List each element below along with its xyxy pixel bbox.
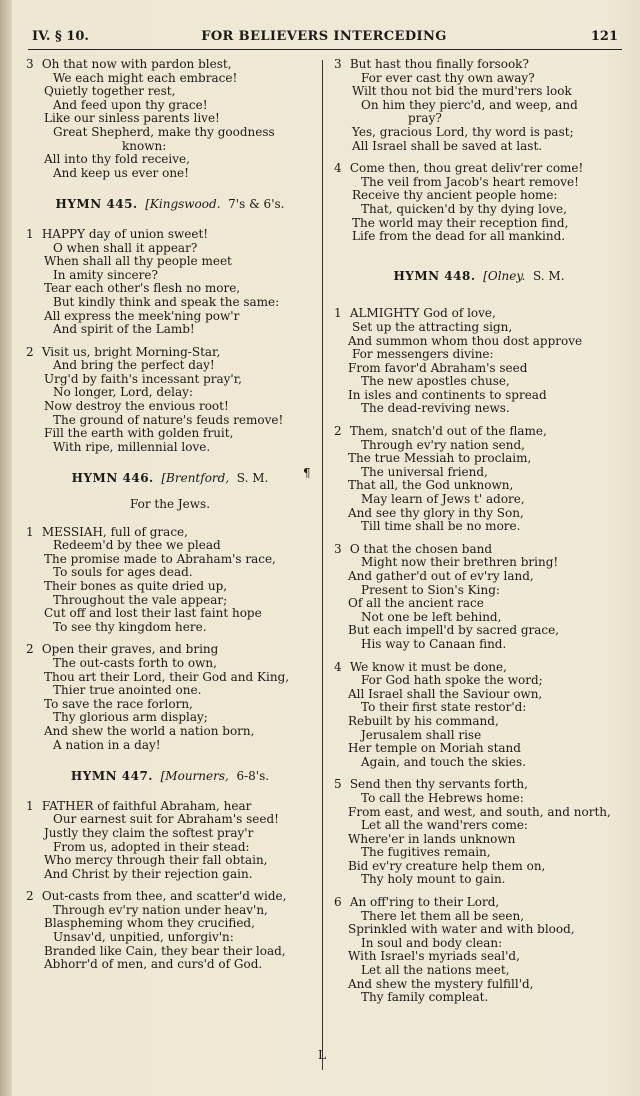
- hymn-446-title: [26, 472, 314, 486]
- verse-line: All Israel shall the Saviour own,: [348, 687, 543, 701]
- verse-line: Unsav'd, unpitied, unforgiv'n:: [53, 931, 234, 945]
- right-column: [334, 58, 624, 1005]
- verse-line: From us, adopted in their stead:: [53, 840, 250, 854]
- verse-line: To see thy kingdom here.: [53, 620, 207, 634]
- verse-line: And spirit of the Lamb!: [53, 323, 195, 337]
- verse-line: We each might each embrace!: [53, 71, 238, 85]
- verse-line: Our earnest suit for Abraham's seed!: [53, 813, 279, 827]
- verse-line: May learn of Jews t' adore,: [361, 493, 525, 507]
- verse-line: Her temple on Moriah stand: [348, 742, 521, 756]
- verse-line: Of all the ancient race: [348, 597, 484, 611]
- verse-line: All Israel shall be saved at last.: [352, 139, 543, 153]
- verse-3-hymn-444: [26, 58, 314, 180]
- hymn-448-verse-2: [334, 425, 624, 534]
- verse-line: Come then, thou great deliv'rer come!: [349, 162, 584, 176]
- verse-line: We know it must be done,: [349, 660, 507, 674]
- verse-line: From favor'd Abraham's seed: [348, 361, 528, 375]
- verse-line: Again, and touch the skies.: [361, 755, 526, 769]
- hymn-446-verse-2: [26, 643, 314, 752]
- verse-line: Let all the nations meet,: [361, 964, 510, 978]
- verse-line: In soul and body clean:: [361, 936, 503, 950]
- verse-line: For messengers divine:: [352, 348, 494, 362]
- verse-number: 1: [26, 799, 34, 813]
- hymn-number: HYMN 446.: [71, 471, 154, 486]
- hymn-448-verse-6: [334, 896, 624, 1005]
- section-marker: IV. § 10.: [32, 29, 89, 44]
- verse-line: For God hath spoke the word;: [361, 674, 543, 688]
- hymn-445-verse-1: [26, 228, 314, 337]
- page-spine-shadow: [0, 0, 12, 1096]
- verse-line: And shew the world a nation born,: [44, 724, 255, 738]
- verse-number: 4: [334, 660, 342, 674]
- verse-line: Throughout the vale appear;: [53, 593, 228, 607]
- verse-line: The promise made to Abraham's race,: [44, 552, 276, 566]
- verse-line: That all, the God unknown,: [348, 479, 514, 493]
- verse-line: The dead-reviving news.: [361, 402, 510, 416]
- verse-number: 2: [26, 643, 34, 657]
- verse-line: All express the meek'ning pow'r: [44, 309, 240, 323]
- meter: S. M.: [533, 268, 565, 283]
- verse-line: With ripe, millennial love.: [53, 440, 211, 454]
- tune-name: [Olney.: [483, 268, 526, 283]
- verse-line: Thy holy mount to gain.: [361, 873, 506, 887]
- verse-line: Now destroy the envious root!: [44, 400, 229, 414]
- verse-line: There let them all be seen,: [361, 909, 525, 923]
- verse-number: 1: [334, 307, 342, 321]
- verse-line: Them, snatch'd out of the flame,: [349, 425, 547, 439]
- verse-line: Abhorr'd of men, and curs'd of God.: [44, 958, 263, 972]
- verse-line: And Christ by their rejection gain.: [44, 867, 253, 881]
- hymn-447-verse-2: [26, 890, 314, 972]
- verse-line: An off'ring to their Lord,: [349, 896, 500, 910]
- verse-line: Yes, gracious Lord, thy word is past;: [352, 125, 574, 139]
- verse-number: 3: [26, 58, 34, 71]
- verse-line: In isles and continents to spread: [348, 388, 547, 402]
- verse-line: O when shall it appear?: [53, 241, 198, 255]
- verse-line: Open their graves, and bring: [41, 643, 219, 657]
- hymn-448-verse-1: [334, 307, 624, 416]
- verse-line: To their first state restor'd:: [361, 701, 527, 715]
- verse-number: 3: [334, 58, 342, 71]
- verse-line: No longer, Lord, delay:: [53, 386, 193, 400]
- verse-line: Might now their brethren bring!: [361, 556, 559, 570]
- verse-number: 3: [334, 542, 342, 556]
- verse-line: And bring the perfect day!: [53, 359, 215, 373]
- verse-line: To souls for ages dead.: [53, 566, 193, 580]
- verse-line: And gather'd out of ev'ry land,: [348, 570, 534, 583]
- hymn-446-verse-1: [26, 526, 314, 635]
- verse-line: Life from the dead for all mankind.: [352, 230, 566, 244]
- verse-number: 2: [26, 345, 34, 359]
- verse-line: To call the Hebrews home:: [361, 791, 524, 805]
- verse-line: Visit us, bright Morning-Star,: [41, 345, 221, 359]
- verse-line: The ground of nature's feuds remove!: [53, 413, 284, 427]
- hymn-448-verse-3: [334, 543, 624, 652]
- verse-line: The fugitives remain,: [361, 846, 491, 860]
- verse-line: Thier true anointed one.: [53, 684, 202, 698]
- verse-line: Till time shall be no more.: [361, 520, 521, 534]
- verse-line: When shall all thy people meet: [44, 255, 232, 269]
- verse-line: That, quicken'd by thy dying love,: [361, 202, 567, 216]
- verse-line: MESSIAH, full of grace,: [41, 525, 188, 539]
- margin-mark: ¶: [303, 466, 311, 480]
- verse-line: Set up the attracting sign,: [352, 320, 513, 334]
- verse-line: Through ev'ry nation send,: [361, 438, 525, 452]
- verse-number: 1: [26, 525, 34, 539]
- verse-number: 2: [26, 890, 34, 904]
- verse-line: And summon whom thou dost approve: [348, 334, 583, 348]
- column-divider: [322, 60, 323, 1070]
- verse-line: Not one be left behind,: [361, 610, 502, 624]
- header-rule: [28, 49, 622, 50]
- verse-line: Let all the wand'rers come:: [361, 819, 528, 833]
- verse-line: Tear each other's flesh no more,: [44, 282, 241, 296]
- verse-line: known:: [122, 139, 167, 153]
- verse-line: Cut off and lost their last faint hope: [44, 607, 262, 621]
- verse-line: The world may their reception find,: [352, 216, 569, 230]
- verse-line: Oh that now with pardon blest,: [41, 58, 232, 71]
- verse-line: And see thy glory in thy Son,: [348, 506, 524, 520]
- hymn-445-verse-2: [26, 346, 314, 455]
- verse-line: And keep us ever one!: [53, 166, 189, 180]
- verse-line: Out-casts from thee, and scatter'd wide,: [41, 890, 287, 904]
- meter: S. M.: [236, 471, 269, 486]
- verse-line: Who mercy through their fall obtain,: [44, 854, 268, 868]
- hymn-445-title: [26, 198, 314, 212]
- hymn-subtitle: For the Jews.: [129, 497, 211, 512]
- verse-line: Fill the earth with golden fruit,: [44, 427, 234, 441]
- hymn-448-verse-5: [334, 778, 624, 887]
- verse-line: Thou art their Lord, their God and King,: [44, 670, 290, 684]
- hymn-447-verse-3: [334, 58, 624, 153]
- verse-line: To save the race forlorn,: [44, 697, 193, 711]
- verse-line: For ever cast thy own away?: [361, 71, 535, 85]
- verse-line: Present to Sion's King:: [361, 583, 500, 597]
- verse-line: But kindly think and speak the same:: [53, 295, 280, 309]
- verse-line: Receive thy ancient people home:: [352, 189, 558, 203]
- hymn-447-verse-4: [334, 162, 624, 244]
- verse-line: Justly they claim the softest pray'r: [44, 826, 254, 840]
- verse-line: And shew the mystery fulfill'd,: [348, 977, 534, 991]
- verse-line: A nation in a day!: [53, 738, 161, 752]
- verse-line: FATHER of faithful Abraham, hear: [41, 799, 252, 813]
- verse-line: Thy family compleat.: [361, 991, 489, 1005]
- verse-line: Jerusalem shall rise: [361, 728, 482, 742]
- verse-line: Sprinkled with water and with blood,: [348, 923, 575, 937]
- verse-line: Send then thy servants forth,: [349, 778, 528, 792]
- verse-line: The out-casts forth to own,: [53, 656, 217, 670]
- verse-line: From east, and west, and south, and north,: [348, 805, 611, 819]
- verse-number: 5: [334, 778, 342, 792]
- verse-number: 1: [26, 227, 34, 241]
- verse-line: But hast thou finally forsook?: [349, 58, 529, 71]
- verse-line: Blaspheming whom they crucified,: [44, 917, 255, 931]
- verse-line: Wilt thou not bid the murd'rers look: [352, 85, 572, 99]
- verse-line: pray?: [408, 112, 442, 126]
- verse-line: Through ev'ry nation under heav'n,: [53, 903, 268, 917]
- hymn-448-verse-4: [334, 661, 624, 770]
- tune-name: [Mourners,: [160, 769, 229, 784]
- verse-line: Urg'd by faith's incessant pray'r,: [44, 372, 242, 386]
- verse-line: The universal friend,: [361, 465, 488, 479]
- verse-line: Where'er in lands unknown: [348, 832, 516, 846]
- verse-line: All into thy fold receive,: [44, 153, 190, 167]
- hymn-number: HYMN 447.: [70, 769, 153, 784]
- verse-line: Thy glorious arm display;: [53, 711, 208, 725]
- verse-line: His way to Canaan find.: [361, 637, 507, 651]
- verse-line: Branded like Cain, they bear their load,: [44, 944, 286, 958]
- hymn-447-verse-1: [26, 800, 314, 882]
- verse-line: O that the chosen band: [349, 542, 493, 556]
- verse-line: The true Messiah to proclaim,: [348, 452, 532, 466]
- verse-line: Their bones as quite dried up,: [44, 580, 228, 593]
- page-number: 121: [590, 29, 618, 44]
- verse-line: Bid ev'ry creature help them on,: [348, 859, 546, 873]
- verse-line: Great Shepherd, make thy goodness: [53, 125, 275, 139]
- hymn-number: HYMN 445.: [55, 197, 138, 212]
- running-header: [30, 29, 618, 49]
- verse-number: 6: [334, 896, 342, 910]
- verse-line: In amity sincere?: [53, 268, 158, 282]
- verse-line: ALMIGHTY God of love,: [349, 307, 496, 321]
- left-column: [26, 58, 314, 972]
- hymn-447-title: [26, 770, 314, 784]
- verse-number: 4: [334, 162, 342, 176]
- verse-line: On him they pierc'd, and weep, and: [361, 98, 578, 112]
- verse-line: HAPPY day of union sweet!: [41, 227, 209, 241]
- verse-line: Like our sinless parents live!: [44, 112, 220, 126]
- verse-line: The veil from Jacob's heart remove!: [361, 175, 579, 189]
- verse-line: The new apostles chuse,: [361, 375, 510, 389]
- meter: 6-8's.: [236, 769, 270, 784]
- verse-line: Rebuilt by his command,: [348, 714, 499, 728]
- verse-number: 2: [334, 425, 342, 439]
- meter: 7's & 6's.: [228, 197, 285, 212]
- verse-line: But each impell'd by sacred grace,: [348, 624, 560, 638]
- running-title: FOR BELIEVERS INTERCEDING: [201, 29, 447, 44]
- verse-line: Redeem'd by thee we plead: [53, 539, 221, 553]
- hymn-number: HYMN 448.: [393, 268, 476, 283]
- hymn-448-title: [334, 270, 624, 284]
- signature-mark: L: [318, 1048, 326, 1062]
- verse-line: With Israel's myriads seal'd,: [348, 950, 520, 964]
- tune-name: [Kingswood.: [145, 197, 221, 212]
- verse-line: Quietly together rest,: [44, 85, 176, 99]
- tune-name: [Brentford,: [161, 471, 230, 486]
- verse-line: And feed upon thy grace!: [53, 98, 208, 112]
